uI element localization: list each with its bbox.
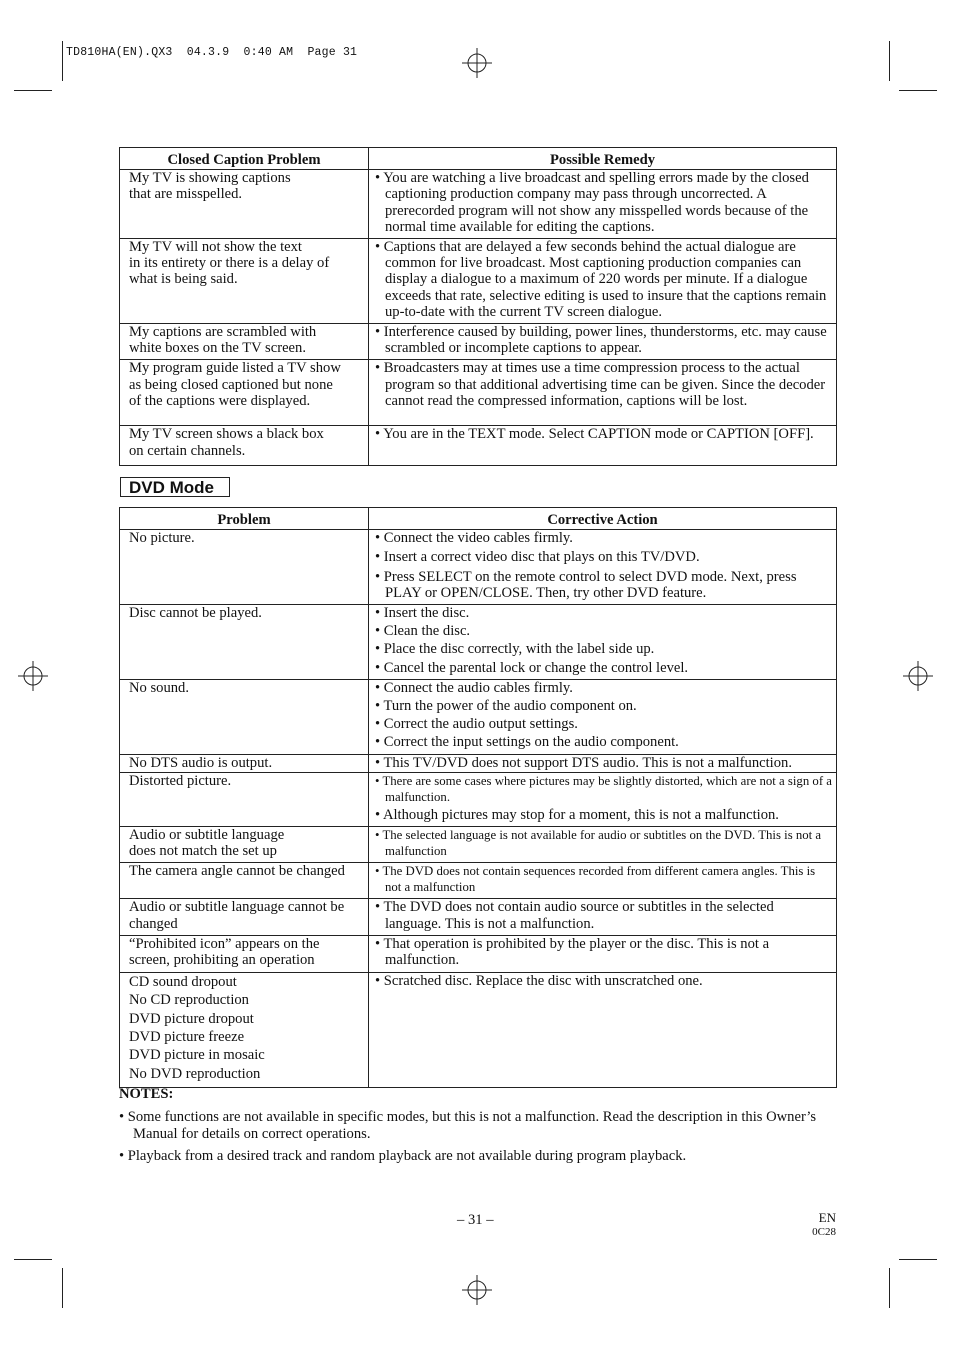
action-text: • The DVD does not contain sequences recorded from different camera angles. This is not a malfunction [375,864,816,895]
table-row [120,679,837,754]
column-header: Problem [120,508,369,530]
problem-cell [120,754,369,772]
action-text: • That operation is prohibited by the player or the disc. This is not a malfunction. [375,935,770,969]
problem-cell [120,679,369,754]
table-row [120,605,837,680]
action-text: • Correct the input settings on the audio component. [375,734,679,751]
problem-cell [120,972,369,1087]
language-code: EN [818,1210,836,1225]
action-text: • Connect the video cables firmly. [375,530,573,547]
problem-text: My TV screen shows a black box [129,426,324,443]
notes-section [119,1086,835,1169]
note-item: • Playback from a desired track and random playback are not available during program playback. [119,1147,687,1164]
problem-text: My captions are scrambled with [129,324,317,341]
problem-text: No sound. [129,679,189,696]
crop-mark [889,41,890,81]
dvd-mode-table [119,507,837,1088]
action-text: • Correct the audio output settings. [375,716,578,733]
problem-text: Distorted picture. [129,772,232,789]
table-row [120,772,837,826]
problem-text: Audio or subtitle language cannot be [129,899,345,916]
action-text: • Although pictures may stop for a moment, this is not a malfunction. [375,806,779,823]
action-text: • Connect the audio cables firmly. [375,679,573,696]
note-item: • Some functions are not available in specific modes, but this is not a malfunction. Read the description in this Owner’s Manual for details on correct operations. [119,1108,817,1142]
registration-mark-icon [462,48,492,78]
remedy-text: • Broadcasters may at times use a time compression process to the actual program so that additional advertising time can be given. Since the decoder cannot read the compressed information, captions will be lost. [375,360,826,409]
table-row [120,170,837,239]
closed-caption-table [119,147,837,466]
table-row [120,530,837,605]
problem-cell [120,899,369,935]
action-text: • Clean the disc. [375,623,471,640]
problem-text: CD sound dropout [129,973,237,990]
action-cell [369,605,837,680]
action-text: • This TV/DVD does not support DTS audio. This is not a malfunction. [375,754,792,771]
action-cell [369,754,837,772]
action-text: • Insert a correct video disc that plays on this TV/DVD. [375,549,700,566]
table-row [120,360,837,426]
crop-mark [899,1259,937,1260]
remedy-text: • You are in the TEXT mode. Select CAPTION mode or CAPTION [OFF]. [375,426,814,443]
remedy-cell [369,239,837,324]
table-row [120,754,837,772]
problem-text: My TV will not show the text [129,239,302,256]
remedy-cell [369,170,837,239]
problem-text: screen, prohibiting an operation [129,952,315,969]
remedy-cell [369,324,837,360]
crop-mark [899,90,937,91]
problem-text: on certain channels. [129,442,246,459]
action-cell [369,972,837,1087]
action-text: • The DVD does not contain audio source or subtitles in the selected language. This is not a malfunction. [375,899,774,932]
crop-mark [14,1259,52,1260]
action-text: • Press SELECT on the remote control to select DVD mode. Next, press PLAY or OPEN/CLOSE. Then, try other DVD feature. [375,568,797,601]
problem-text: white boxes on the TV screen. [129,340,306,357]
problem-cell [120,772,369,826]
problem-cell [120,324,369,360]
action-cell [369,530,837,605]
problem-text: The camera angle cannot be changed [129,863,345,880]
remedy-cell [369,426,837,466]
problem-text: No DVD reproduction [129,1065,261,1082]
remedy-text: • Captions that are delayed a few seconds behind the actual dialogue are common for live broadcast. Most captioning production companies can display a dialogue to a maximum of 220 words per minute. If a dialogue exceeds that rate, selective editing is used to insure that the captions remain up-to-date with the current TV screen dialogue. [375,239,827,320]
registration-mark-icon [18,661,48,691]
table-row [120,324,837,360]
problem-text: changed [129,915,178,932]
table-row [120,426,837,466]
problem-cell [120,239,369,324]
table-row [120,935,837,972]
table-header-row [120,148,837,170]
action-cell [369,935,837,972]
column-header: Possible Remedy [369,148,837,170]
table-row [120,863,837,899]
problem-text: My program guide listed a TV show [129,360,341,377]
action-cell [369,863,837,899]
crop-mark [62,1268,63,1308]
problem-cell [120,170,369,239]
problem-text: what is being said. [129,271,238,288]
table-row [120,827,837,863]
remedy-text: • You are watching a live broadcast and spelling errors made by the closed captioning production company may pass through uncorrected. A prerecorded program will not show any misspelled words because of the normal time available for editing the captions. [375,170,809,235]
table-row [120,239,837,324]
problem-text: “Prohibited icon” appears on the [129,935,320,952]
problem-text: DVD picture freeze [129,1029,245,1046]
problem-cell [120,827,369,863]
problem-text: No DTS audio is output. [129,754,273,771]
crop-mark [14,90,52,91]
table-row [120,899,837,935]
problem-cell [120,426,369,466]
action-text: • Turn the power of the audio component on. [375,698,637,715]
problem-text: of the captions were displayed. [129,392,311,409]
notes-title: NOTES: [119,1086,174,1102]
table-row [120,972,837,1087]
registration-mark-icon [462,1275,492,1305]
action-text: • Insert the disc. [375,605,470,622]
action-cell [369,772,837,826]
section-title-dvd-mode: DVD Mode [120,477,230,497]
remedy-text: • Interference caused by building, power lines, thunderstorms, etc. may cause scrambled or incomplete captions to appear. [375,324,827,357]
action-text: • Place the disc correctly, with the label side up. [375,641,655,658]
crop-mark [889,1268,890,1308]
registration-mark-icon [903,661,933,691]
problem-text: that are misspelled. [129,186,243,203]
page-number: – 31 – [457,1212,494,1228]
action-cell [369,679,837,754]
problem-cell [120,605,369,680]
table-header-row [120,508,837,530]
problem-cell [120,360,369,426]
document-code: 0C28 [812,1226,836,1238]
action-text: • Cancel the parental lock or change the control level. [375,659,689,676]
action-cell [369,827,837,863]
problem-text: My TV is showing captions [129,170,291,187]
problem-text: as being closed captioned but none [129,376,333,393]
problem-text: in its entirety or there is a delay of [129,255,330,272]
action-cell [369,899,837,935]
problem-text: Disc cannot be played. [129,605,262,622]
problem-text: Audio or subtitle language [129,827,285,844]
problem-text: No picture. [129,530,195,547]
action-text: • Scratched disc. Replace the disc with unscratched one. [375,972,703,989]
print-file-header: TD810HA(EN).QX3 04.3.9 0:40 AM Page 31 [66,46,358,59]
column-header: Closed Caption Problem [120,148,369,170]
problem-cell [120,935,369,972]
problem-text: does not match the set up [129,843,277,860]
problem-text: DVD picture dropout [129,1010,254,1027]
problem-text: DVD picture in mosaic [129,1047,265,1064]
column-header: Corrective Action [369,508,837,530]
problem-cell [120,530,369,605]
remedy-cell [369,360,837,426]
problem-text: No CD reproduction [129,992,249,1009]
problem-cell [120,863,369,899]
action-text: • The selected language is not available for audio or subtitles on the DVD. This is not a malfunction [375,828,822,859]
crop-mark [62,41,63,81]
action-text: • There are some cases where pictures may be slightly distorted, which are not a sign of a malfunction. [375,773,832,804]
